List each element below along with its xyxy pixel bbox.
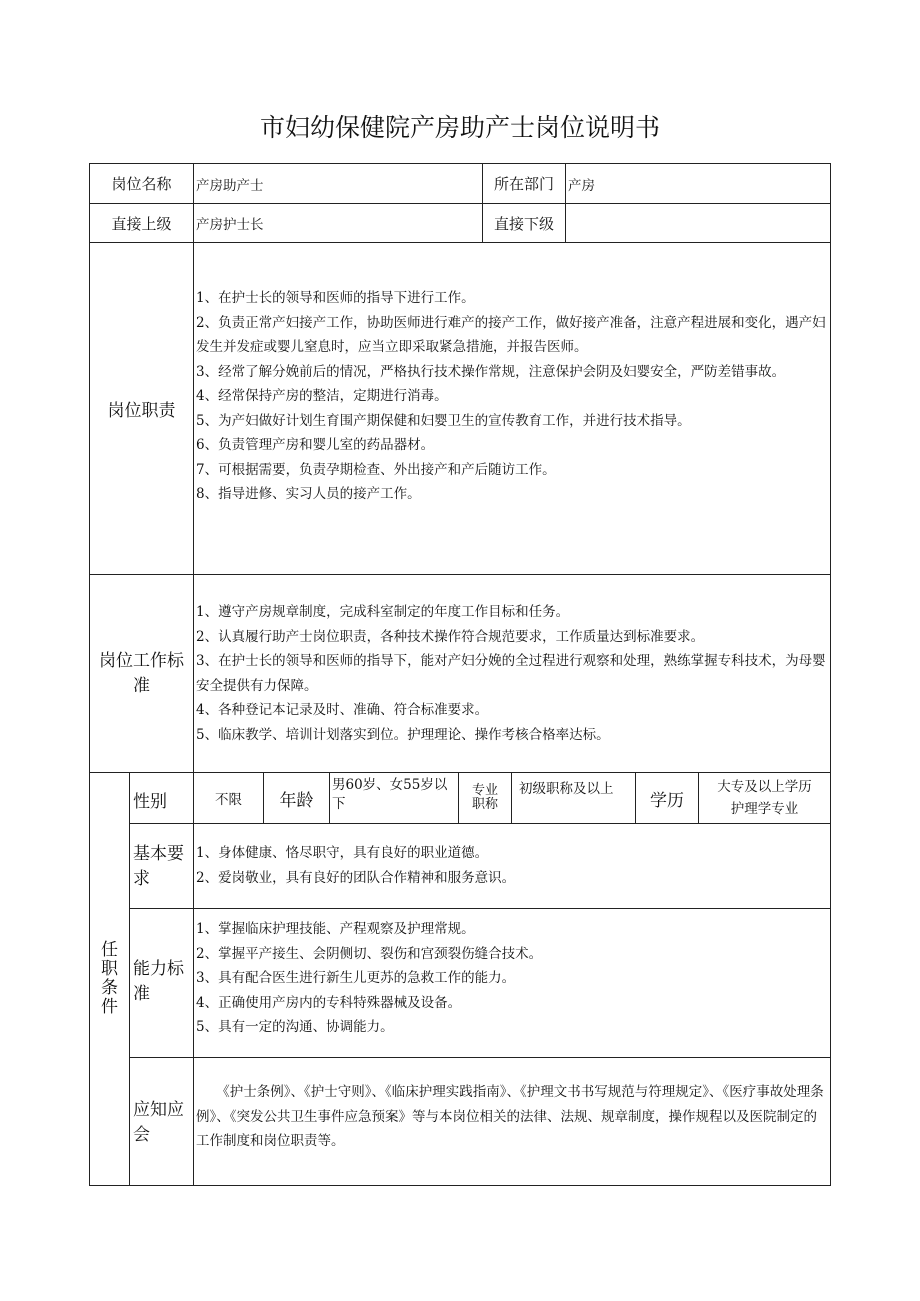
duty-item: 8、指导进修、实习人员的接产工作。 — [196, 486, 421, 502]
subordinate-value — [565, 203, 831, 242]
education-value: 大专及以上学历护理学专业 — [698, 772, 831, 823]
ability-label: 能力标准 — [129, 908, 193, 1057]
title-label: 专业职称 — [458, 772, 511, 823]
ability-item: 3、具有配合医生进行新生儿更苏的急救工作的能力。 — [196, 970, 516, 986]
duty-item: 6、负责管理产房和婴儿室的药品器材。 — [196, 437, 435, 453]
duty-item: 7、可根据需要，负责孕期检查、外出接产和产后随访工作。 — [196, 461, 556, 478]
title-value: 初级职称及以上 — [511, 772, 635, 823]
gender-label: 性别 — [129, 772, 193, 823]
basic-item: 2、爱岗敬业，具有良好的团队合作精神和服务意识。 — [196, 869, 516, 886]
ability-item: 4、正确使用产房内的专科特殊器械及设备。 — [196, 994, 462, 1011]
position-name-value: 产房助产士 — [193, 163, 482, 203]
duty-item: 2、负责正常产妇接产工作，协助医师进行难产的接产工作，做好接产准备，注意产程进展和变化，遇产妇发生并发症或婴儿窒息时，应当立即采取紧急措施，并报告医师。 — [196, 314, 826, 355]
duties-content — [193, 242, 831, 574]
duties-label: 岗位职责 — [89, 242, 193, 574]
document-title: 市妇幼保健院产房助产士岗位说明书 — [259, 113, 660, 142]
ability-item: 2、掌握平产接生、会阴侧切、裂伤和宫颈裂伤缝合技术。 — [196, 945, 543, 962]
standard-item: 1、遵守产房规章制度，完成科室制定的年度工作目标和任务。 — [196, 604, 570, 620]
basic-label: 基本要求 — [129, 823, 193, 908]
age-value: 男60岁、女55岁以下 — [329, 772, 458, 823]
duty-item: 3、经常了解分娩前后的情况，严格执行技术操作常规，注意保护会阴及妇婴安全，严防差错事故。 — [196, 363, 786, 380]
standards-label: 岗位工作标准 — [89, 574, 193, 772]
superior-value: 产房护士长 — [193, 203, 482, 242]
basic-content — [193, 823, 831, 908]
knowledge-content — [193, 1057, 831, 1186]
standard-item: 4、各种登记本记录及时、准确、符合标准要求。 — [196, 702, 489, 718]
duty-item: 1、在护士长的领导和医师的指导下进行工作。 — [196, 290, 475, 306]
knowledge-label: 应知应会 — [129, 1057, 193, 1186]
gender-value: 不限 — [193, 772, 263, 823]
standard-item: 5、临床教学、培训计划落实到位。护理理论、操作考核合格率达标。 — [196, 726, 610, 743]
qualifications-label: 任职条件 — [89, 772, 129, 1186]
department-value: 产房 — [565, 163, 831, 203]
subordinate-label: 直接下级 — [482, 203, 565, 242]
age-label: 年龄 — [263, 772, 329, 823]
duty-item: 4、经常保持产房的整洁，定期进行消毒。 — [196, 388, 448, 404]
ability-item: 1、掌握临床护理技能、产程观察及护理常规。 — [196, 921, 475, 937]
basic-item: 1、身体健康、恪尽职守，具有良好的职业道德。 — [196, 845, 489, 861]
standard-item: 3、在护士长的领导和医师的指导下，能对产妇分娩的全过程进行观察和处理，熟练掌握专科技术，为母婴安全提供有力保障。 — [196, 653, 826, 694]
position-name-label: 岗位名称 — [89, 163, 193, 203]
duty-item: 5、为产妇做好计划生育围产期保健和妇婴卫生的宣传教育工作，并进行技术指导。 — [196, 412, 691, 429]
ability-content — [193, 908, 831, 1057]
knowledge-text: 《护士条例》、《护士守则》、《临床护理实践指南》、《护理文书书写规范与符理规定》、《医疗事故处理条例》、《突发公共卫生事件应急预案》等与本岗位相关的法律、法规、规章制度，操作规程以及医院制定的工作制度和岗位职责等。 — [196, 1084, 824, 1149]
education-label: 学历 — [635, 772, 698, 823]
standards-content — [193, 574, 831, 772]
standard-item: 2、认真履行助产士岗位职责，各种技术操作符合规范要求，工作质量达到标准要求。 — [196, 628, 705, 645]
department-label: 所在部门 — [482, 163, 565, 203]
ability-item: 5、具有一定的沟通、协调能力。 — [196, 1019, 394, 1035]
superior-label: 直接上级 — [89, 203, 193, 242]
